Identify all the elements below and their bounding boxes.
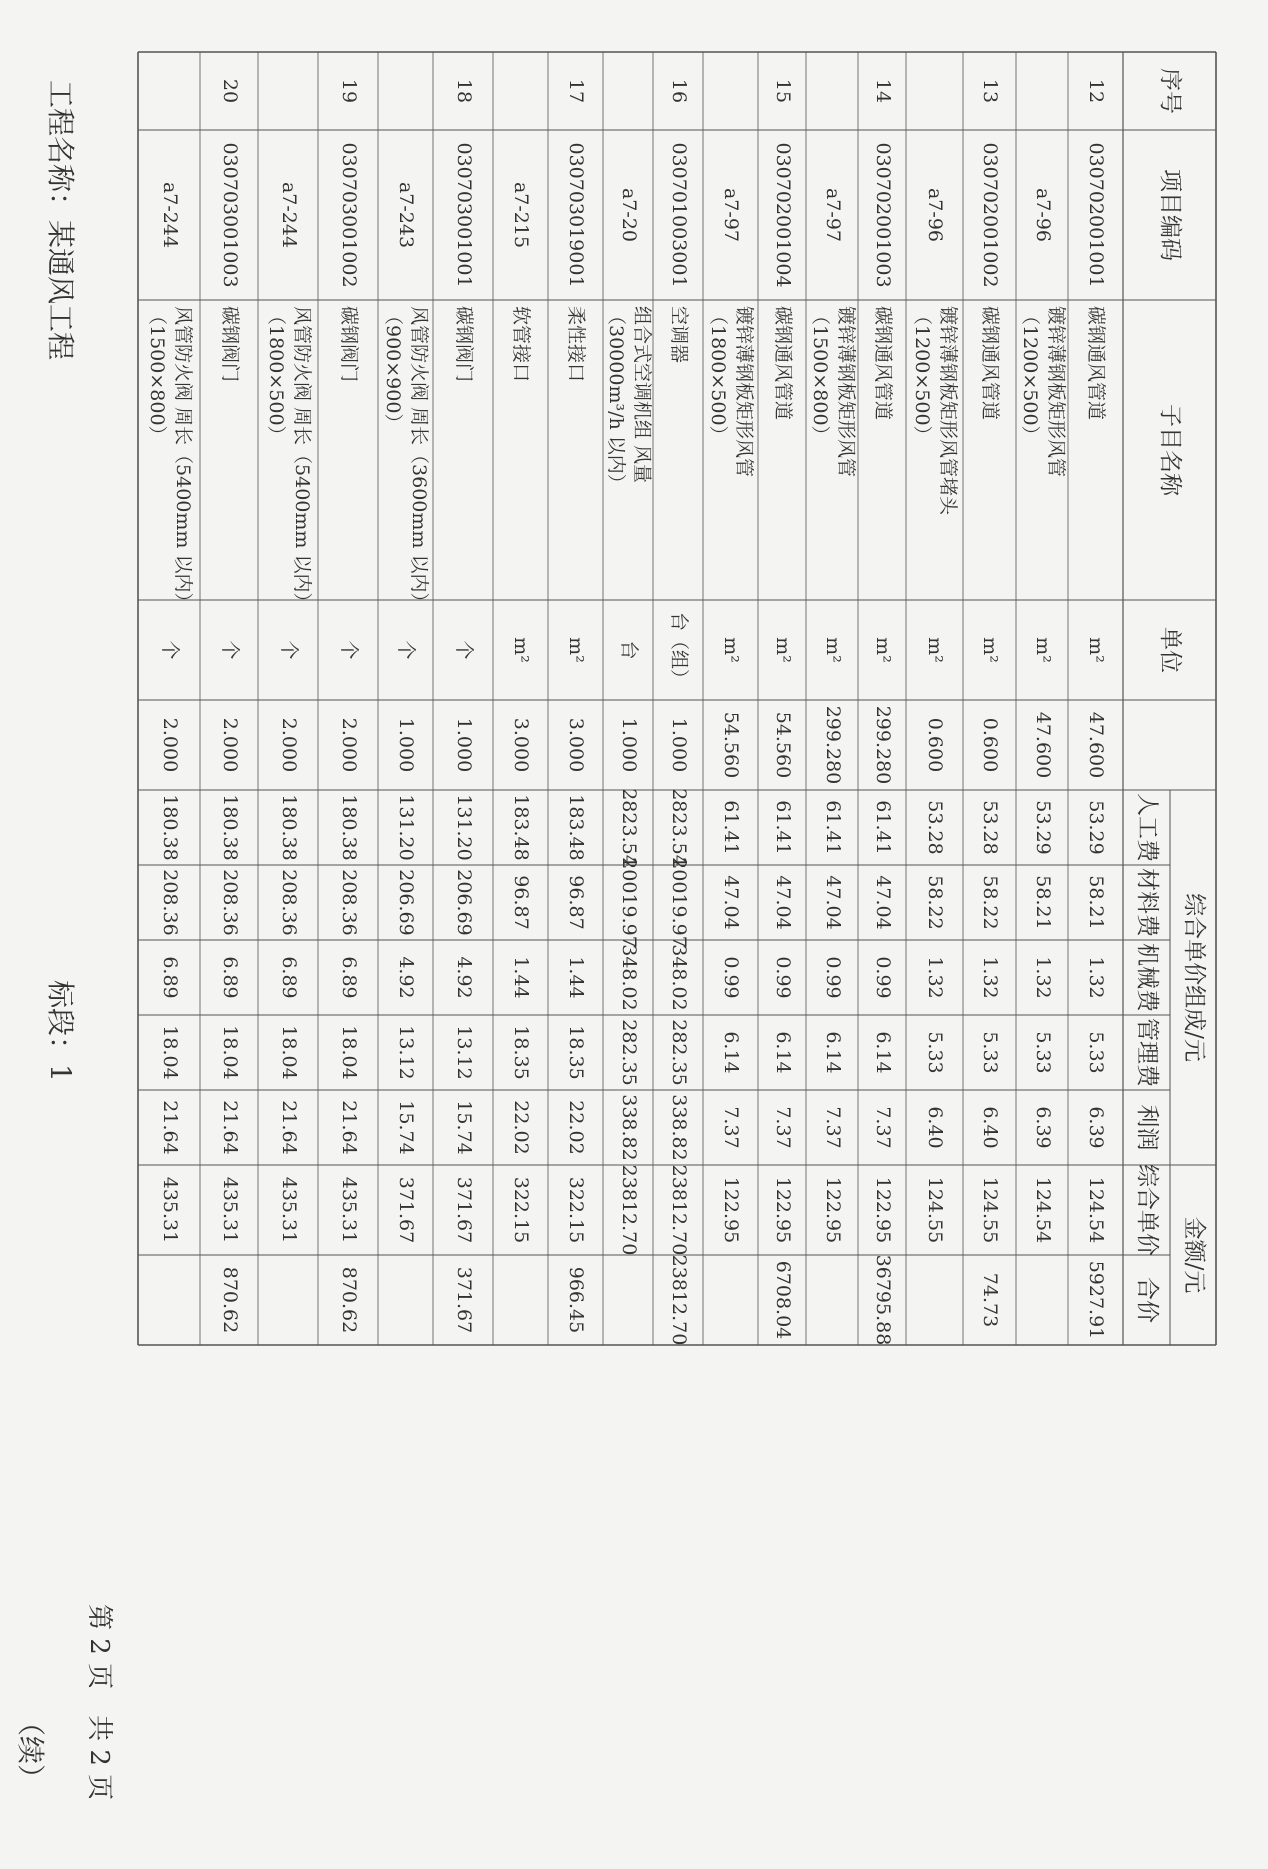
table-cell-labor: 2823.54 xyxy=(617,788,640,867)
table-cell-price: 435.31 xyxy=(218,1176,241,1244)
table-cell-material: 206.69 xyxy=(395,869,418,936)
table-cell-code: 030701003001 xyxy=(667,142,690,288)
header-qty xyxy=(1123,700,1216,790)
table-cell-machine: 4.92 xyxy=(452,956,475,999)
table-cell-price: 23812.70 xyxy=(617,1164,640,1256)
table-cell-mgmt: 6.14 xyxy=(720,1031,743,1074)
table-cell-name: 镀锌薄钢板矩形风管（1500×800） xyxy=(809,306,857,478)
table-cell-qty: 54.560 xyxy=(771,711,794,779)
table-cell-labor: 131.20 xyxy=(395,794,418,861)
table-cell-labor: 53.28 xyxy=(979,800,1002,855)
table-cell-profit: 15.74 xyxy=(452,1100,475,1155)
table-cell-qty: 2.000 xyxy=(158,717,181,773)
table-cell-qty: 3.000 xyxy=(565,717,588,773)
table-cell-price: 23812.70 xyxy=(667,1164,690,1256)
table-cell-seq: 12 xyxy=(1085,78,1108,104)
table-cell-machine: 1.44 xyxy=(565,956,588,999)
table-cell-labor: 180.38 xyxy=(277,794,300,861)
header-management: 管理费 xyxy=(1134,1018,1161,1087)
table-cell-mgmt: 13.12 xyxy=(395,1025,418,1080)
table-cell-name: 镀锌薄钢板矩形风管（1800×500） xyxy=(707,306,756,478)
page-info: 第 2 页 共 2 页 xyxy=(84,1604,114,1801)
table-cell-qty: 1.000 xyxy=(667,717,690,773)
table-cell-total: 371.67 xyxy=(452,1266,475,1334)
table-cell-code: a7-243 xyxy=(395,181,418,249)
table-cell-profit: 338.82 xyxy=(667,1094,690,1161)
table-cell-unit: m² xyxy=(720,637,743,663)
header-code: 项目编码 xyxy=(1157,169,1184,261)
table-cell-profit: 21.64 xyxy=(158,1100,181,1155)
table-cell-mgmt: 18.04 xyxy=(277,1025,300,1080)
table-cell-unit: 个 xyxy=(158,640,181,660)
table-cell-mgmt: 282.35 xyxy=(667,1019,690,1086)
table-cell-name: 风管防火阀 周长（5400mm 以内）（1800×500） xyxy=(265,306,313,602)
table-cell-machine: 6.89 xyxy=(218,956,241,999)
table-cell-unit: m² xyxy=(510,637,533,663)
table-cell-qty: 54.560 xyxy=(720,711,743,779)
table-cell-name: 镀锌薄钢板矩形风管（1200×500） xyxy=(1019,306,1067,478)
table-cell-name: 碳钢通风管道 xyxy=(979,306,1002,421)
table-cell-unit: m² xyxy=(821,637,844,663)
table-cell-material: 47.04 xyxy=(771,875,794,930)
table-cell-price: 122.95 xyxy=(871,1176,894,1244)
table-cell-material: 47.04 xyxy=(720,875,743,930)
table-cell-unit: m² xyxy=(871,637,894,663)
table-cell-machine: 1.32 xyxy=(924,956,947,999)
table-cell-machine: 0.99 xyxy=(771,956,794,999)
table-cell-profit: 7.37 xyxy=(821,1106,844,1149)
table-cell-qty: 0.600 xyxy=(979,717,1002,773)
table-cell-qty: 1.000 xyxy=(617,717,640,773)
table-cell-code: a7-97 xyxy=(720,187,743,242)
table-cell-seq: 16 xyxy=(667,78,690,104)
table-cell-machine: 348.02 xyxy=(617,944,640,1011)
table-cell-total: 74.73 xyxy=(979,1272,1002,1328)
table-cell-price: 124.54 xyxy=(1085,1176,1108,1244)
table-cell-code: 030703001001 xyxy=(452,142,475,288)
table-cell-unit: 台 xyxy=(617,640,640,660)
table-cell-material: 208.36 xyxy=(277,869,300,936)
table-cell-material: 20019.97 xyxy=(617,857,640,948)
table-cell-unit: 个 xyxy=(395,640,418,660)
header-unit: 单位 xyxy=(1157,627,1184,673)
table-cell-name: 碳钢阀门 xyxy=(337,306,360,383)
table-cell-total: 6708.04 xyxy=(771,1260,794,1340)
table-cell-name: 组合式空调机组 风量（30000m³/h 以内） xyxy=(605,306,653,493)
table-cell-name: 风管防火阀 周长（3600mm 以内）（900×900） xyxy=(382,306,431,602)
header-unit_price: 综合单价 xyxy=(1134,1164,1161,1256)
table-cell-labor: 61.41 xyxy=(871,800,894,855)
section-label: 标段：1 xyxy=(44,980,77,1082)
table-cell-qty: 0.600 xyxy=(924,717,947,773)
table-cell-mgmt: 18.04 xyxy=(337,1025,360,1080)
table-cell-price: 322.15 xyxy=(510,1176,533,1244)
table-cell-material: 96.87 xyxy=(565,875,588,930)
table-cell-unit: 台（组） xyxy=(667,611,690,688)
table-cell-labor: 180.38 xyxy=(337,794,360,861)
table-cell-seq: 18 xyxy=(452,78,475,104)
table-cell-mgmt: 6.14 xyxy=(771,1031,794,1074)
table-cell-mgmt: 5.33 xyxy=(924,1031,947,1074)
table-cell-unit: m² xyxy=(979,637,1002,663)
table-cell-code: 030702001003 xyxy=(871,142,894,288)
table-cell-machine: 6.89 xyxy=(277,956,300,999)
table-cell-qty: 3.000 xyxy=(510,717,533,773)
table-cell-material: 47.04 xyxy=(871,875,894,930)
table-cell-material: 58.22 xyxy=(924,875,947,930)
table-cell-machine: 1.44 xyxy=(510,956,533,999)
table-cell-material: 208.36 xyxy=(158,869,181,936)
table-cell-total: 966.45 xyxy=(565,1266,588,1334)
table-cell-total: 36795.88 xyxy=(871,1254,894,1346)
table-cell-mgmt: 18.35 xyxy=(565,1025,588,1080)
table-cell-material: 206.69 xyxy=(452,869,475,936)
table-cell-machine: 0.99 xyxy=(821,956,844,999)
table-cell-machine: 1.32 xyxy=(1085,956,1108,999)
table-cell-unit: m² xyxy=(771,637,794,663)
table-cell-qty: 299.280 xyxy=(871,705,894,785)
table-cell-qty: 2.000 xyxy=(277,717,300,773)
continued-label: （续） xyxy=(14,1708,47,1793)
table-cell-name: 碳钢阀门 xyxy=(218,306,241,383)
table-cell-code: 030702001001 xyxy=(1085,142,1108,288)
table-cell-total: 870.62 xyxy=(218,1266,241,1334)
table-cell-name: 柔性接口 xyxy=(565,306,588,383)
table-cell-profit: 6.39 xyxy=(1085,1106,1108,1149)
header-composition-group: 综合单价组成/元 xyxy=(1180,893,1207,1062)
table-cell-unit: m² xyxy=(924,637,947,663)
table-cell-unit: m² xyxy=(1085,637,1108,663)
table-cell-machine: 4.92 xyxy=(395,956,418,999)
table-cell-qty: 47.600 xyxy=(1031,711,1054,779)
table-cell-unit: 个 xyxy=(337,640,360,660)
table-cell-code: a7-215 xyxy=(510,181,533,249)
table-cell-price: 435.31 xyxy=(158,1176,181,1244)
table-cell-name: 镀锌薄钢板矩形风管堵头（1200×500） xyxy=(911,306,960,516)
table-cell-mgmt: 6.14 xyxy=(821,1031,844,1074)
table-cell-total: 870.62 xyxy=(337,1266,360,1334)
table-cell-price: 122.95 xyxy=(720,1176,743,1244)
table-cell-mgmt: 5.33 xyxy=(979,1031,1002,1074)
table-cell-profit: 21.64 xyxy=(337,1100,360,1155)
table-cell-name: 碳钢通风管道 xyxy=(1085,306,1108,421)
table-cell-seq: 14 xyxy=(871,78,894,104)
table-cell-seq: 13 xyxy=(979,78,1002,104)
table-cell-machine: 0.99 xyxy=(720,956,743,999)
table-cell-profit: 22.02 xyxy=(565,1100,588,1155)
table-cell-profit: 7.37 xyxy=(771,1106,794,1149)
table-cell-seq: 15 xyxy=(771,78,794,104)
table-cell-unit: m² xyxy=(565,637,588,663)
table-cell-material: 47.04 xyxy=(821,875,844,930)
table-cell-total: 23812.70 xyxy=(667,1254,690,1346)
table-cell-qty: 1.000 xyxy=(395,717,418,773)
table-cell-labor: 53.28 xyxy=(924,800,947,855)
table-cell-code: 030703001002 xyxy=(337,142,360,288)
table-cell-code: 030702001004 xyxy=(771,142,794,288)
table-cell-price: 122.95 xyxy=(821,1176,844,1244)
header-name: 子目名称 xyxy=(1157,404,1184,496)
table-cell-machine: 1.32 xyxy=(1031,956,1054,999)
table-cell-code: a7-20 xyxy=(617,187,640,242)
table-cell-qty: 1.000 xyxy=(452,717,475,773)
header-machine: 机械费 xyxy=(1134,943,1161,1012)
table-cell-profit: 6.40 xyxy=(924,1106,947,1149)
table-cell-labor: 61.41 xyxy=(771,800,794,855)
table-cell-price: 371.67 xyxy=(452,1176,475,1244)
table-cell-labor: 180.38 xyxy=(158,794,181,861)
table-cell-unit: 个 xyxy=(218,640,241,660)
table-cell-mgmt: 282.35 xyxy=(617,1019,640,1086)
table-cell-material: 20019.97 xyxy=(667,857,690,948)
table-cell-profit: 6.40 xyxy=(979,1106,1002,1149)
table-cell-code: a7-97 xyxy=(821,187,844,242)
table-cell-price: 435.31 xyxy=(277,1176,300,1244)
table-cell-code: 030702001002 xyxy=(979,142,1002,288)
table-cell-mgmt: 18.35 xyxy=(510,1025,533,1080)
header-material: 材料费 xyxy=(1134,868,1161,937)
table-cell-price: 435.31 xyxy=(337,1176,360,1244)
table-cell-unit: 个 xyxy=(277,640,300,660)
table-cell-price: 371.67 xyxy=(395,1176,418,1244)
table-cell-name: 碳钢通风管道 xyxy=(771,306,794,421)
table-cell-machine: 6.89 xyxy=(158,956,181,999)
table-cell-material: 96.87 xyxy=(510,875,533,930)
table-cell-name: 软管接口 xyxy=(510,306,533,383)
table-cell-seq: 20 xyxy=(218,78,241,104)
table-cell-material: 58.21 xyxy=(1085,875,1108,930)
table-cell-profit: 15.74 xyxy=(395,1100,418,1155)
project-name: 工程名称：某通风工程 xyxy=(44,80,77,361)
table-cell-machine: 6.89 xyxy=(337,956,360,999)
table-cell-unit: m² xyxy=(1031,637,1054,663)
table-cell-labor: 61.41 xyxy=(821,800,844,855)
table-cell-labor: 183.48 xyxy=(510,794,533,861)
table-cell-mgmt: 18.04 xyxy=(218,1025,241,1080)
table-cell-labor: 53.29 xyxy=(1085,800,1108,855)
header-amount-group: 金额/元 xyxy=(1180,1216,1207,1294)
table-cell-price: 124.55 xyxy=(979,1176,1002,1244)
table-cell-labor: 183.48 xyxy=(565,794,588,861)
table-cell-labor: 2823.54 xyxy=(667,788,690,867)
table-cell-code: a7-96 xyxy=(1031,187,1054,242)
table-cell-labor: 61.41 xyxy=(720,800,743,855)
table-cell-seq: 19 xyxy=(337,78,360,104)
table-cell-code: 030703019001 xyxy=(565,142,588,288)
table-cell-profit: 7.37 xyxy=(720,1106,743,1149)
table-cell-qty: 2.000 xyxy=(337,717,360,773)
table-cell-profit: 6.39 xyxy=(1031,1106,1054,1149)
table-cell-code: a7-244 xyxy=(277,181,300,249)
table-cell-mgmt: 5.33 xyxy=(1085,1031,1108,1074)
table-cell-labor: 131.20 xyxy=(452,794,475,861)
table-cell-profit: 21.64 xyxy=(277,1100,300,1155)
table-cell-profit: 338.82 xyxy=(617,1094,640,1161)
table-cell-labor: 180.38 xyxy=(218,794,241,861)
table-cell-mgmt: 6.14 xyxy=(871,1031,894,1074)
table-cell-material: 58.21 xyxy=(1031,875,1054,930)
table-cell-mgmt: 18.04 xyxy=(158,1025,181,1080)
table-cell-code: 030703001003 xyxy=(218,142,241,288)
table-cell-seq: 17 xyxy=(565,78,588,104)
table-cell-machine: 348.02 xyxy=(667,944,690,1011)
table-cell-name: 碳钢阀门 xyxy=(452,306,475,383)
table-cell-price: 322.15 xyxy=(565,1176,588,1244)
table-cell-name: 风管防火阀 周长（5400mm 以内）（1500×800） xyxy=(146,306,194,602)
header-labor: 人工费 xyxy=(1134,793,1161,862)
table-cell-machine: 0.99 xyxy=(871,956,894,999)
table-cell-qty: 47.600 xyxy=(1085,711,1108,779)
table-cell-profit: 21.64 xyxy=(218,1100,241,1155)
table-cell-machine: 1.32 xyxy=(979,956,1002,999)
table-cell-material: 208.36 xyxy=(218,869,241,936)
table-cell-name: 空调器 xyxy=(667,306,690,364)
table-cell-labor: 53.29 xyxy=(1031,800,1054,855)
table-cell-material: 208.36 xyxy=(337,869,360,936)
header-total: 合价 xyxy=(1134,1277,1161,1323)
header-seq: 序号 xyxy=(1157,68,1184,114)
table-cell-profit: 22.02 xyxy=(510,1100,533,1155)
table-cell-price: 122.95 xyxy=(771,1176,794,1244)
table-cell-name: 碳钢通风管道 xyxy=(871,306,894,421)
table-cell-code: a7-96 xyxy=(924,187,947,242)
table-cell-total: 5927.91 xyxy=(1085,1260,1108,1340)
table-cell-mgmt: 5.33 xyxy=(1031,1031,1054,1074)
table-cell-material: 58.22 xyxy=(979,875,1002,930)
table-cell-price: 124.55 xyxy=(924,1176,947,1244)
table-cell-price: 124.54 xyxy=(1031,1176,1054,1244)
table-cell-qty: 299.280 xyxy=(821,705,844,785)
table-cell-qty: 2.000 xyxy=(218,717,241,773)
table-cell-unit: 个 xyxy=(452,640,475,660)
table-cell-mgmt: 13.12 xyxy=(452,1025,475,1080)
table-cell-profit: 7.37 xyxy=(871,1106,894,1149)
header-profit: 利润 xyxy=(1134,1104,1161,1151)
table-cell-code: a7-244 xyxy=(158,181,181,249)
